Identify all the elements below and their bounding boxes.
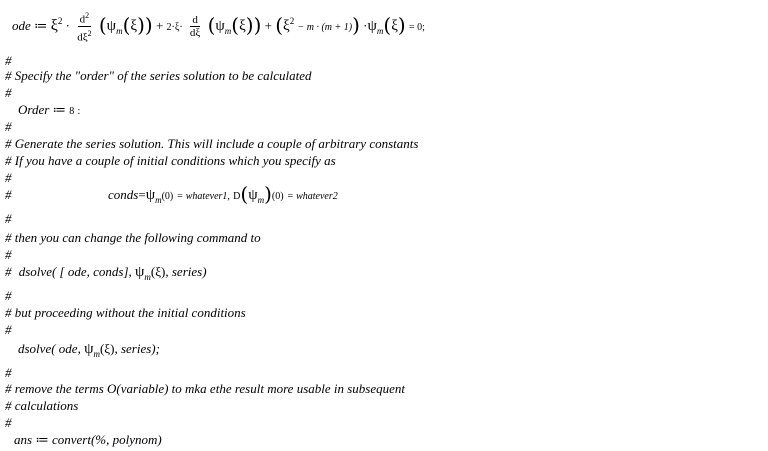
ode-assign: ≔ <box>34 18 48 34</box>
comment-line: # <box>5 322 12 337</box>
comment-line: # If you have a couple of initial conditions which you specify as <box>5 153 336 168</box>
comment-line: # Specify the "order" of the series solution to be calculated <box>5 68 312 83</box>
ode-line[interactable]: ode ≔ $\xi^2$ · $\frac{d^2}{d\xi^2}$ $(\psi_m(\xi)) + 2\cdot\xi\cdot$ $\frac{d}{d\xi}$ $(\psi_m(\xi)) + (\xi^2 - m \cdot (m + 1)) \cdot\psi_m(\xi) = 0$; <box>12 11 425 44</box>
comment-line: # <box>5 211 12 226</box>
comment-line: # <box>5 119 12 134</box>
ans-lhs: ans <box>14 432 33 447</box>
order-line[interactable]: Order ≔ 8 : <box>18 102 81 117</box>
deriv-den: $d\xi^2$ <box>77 28 92 44</box>
comment-line: # <box>5 53 12 68</box>
conds-lhs: conds <box>108 187 139 202</box>
ans-line[interactable]: ans ≔ convert(%, polynom) <box>14 432 162 447</box>
coef-2xi: 2·ξ· <box>166 22 183 34</box>
psi-1: ψ <box>106 18 117 35</box>
dsolve-line[interactable]: dsolve( ode, $\psi_m(\xi)$, series); <box>18 341 160 359</box>
comment-line: # then you can change the following command to <box>5 230 261 245</box>
deriv-num: $d^2$ <box>79 11 90 26</box>
comment-line: # remove the terms O(variable) to mka ethe result more usable in subsequent <box>5 381 406 396</box>
ans-expr: convert(%, polynom) <box>52 432 162 447</box>
comment-line: # <box>5 247 12 262</box>
exp-2: 2 <box>57 16 63 27</box>
order-value: 8 <box>69 106 75 117</box>
m-term: − m · (m + 1) <box>297 22 353 34</box>
comment-line: # <box>5 365 12 380</box>
comment-line: # <box>5 85 12 100</box>
second-derivative <box>75 10 93 44</box>
conds-line: # $conds=\psi_m(0)$ = whatever1, $D(\psi_m)(0)$ = whatever2 <box>5 182 338 206</box>
first-derivative: $\frac{d}{d\xi}$ <box>189 14 201 40</box>
dsolve-comment-line: # dsolve( [ ode, conds], $\psi_m(\xi)$, series) <box>5 264 207 282</box>
xi-symbol: ξ <box>50 17 58 35</box>
ode-rhs: = 0; <box>408 22 425 34</box>
dsolve-fn: dsolve <box>18 341 52 356</box>
order-name: Order <box>18 102 50 117</box>
comment-line: # <box>5 415 12 430</box>
comment-line: # but proceeding without the initial conditions <box>5 305 246 320</box>
dot-op: · <box>65 18 70 34</box>
comment-line: # calculations <box>5 398 79 413</box>
comment-line: # Generate the series solution. This will include a couple of arbitrary constants <box>5 136 419 151</box>
comment-line: # <box>5 288 12 303</box>
comment-line: # <box>5 170 12 185</box>
ode-lhs: ode <box>12 18 31 34</box>
